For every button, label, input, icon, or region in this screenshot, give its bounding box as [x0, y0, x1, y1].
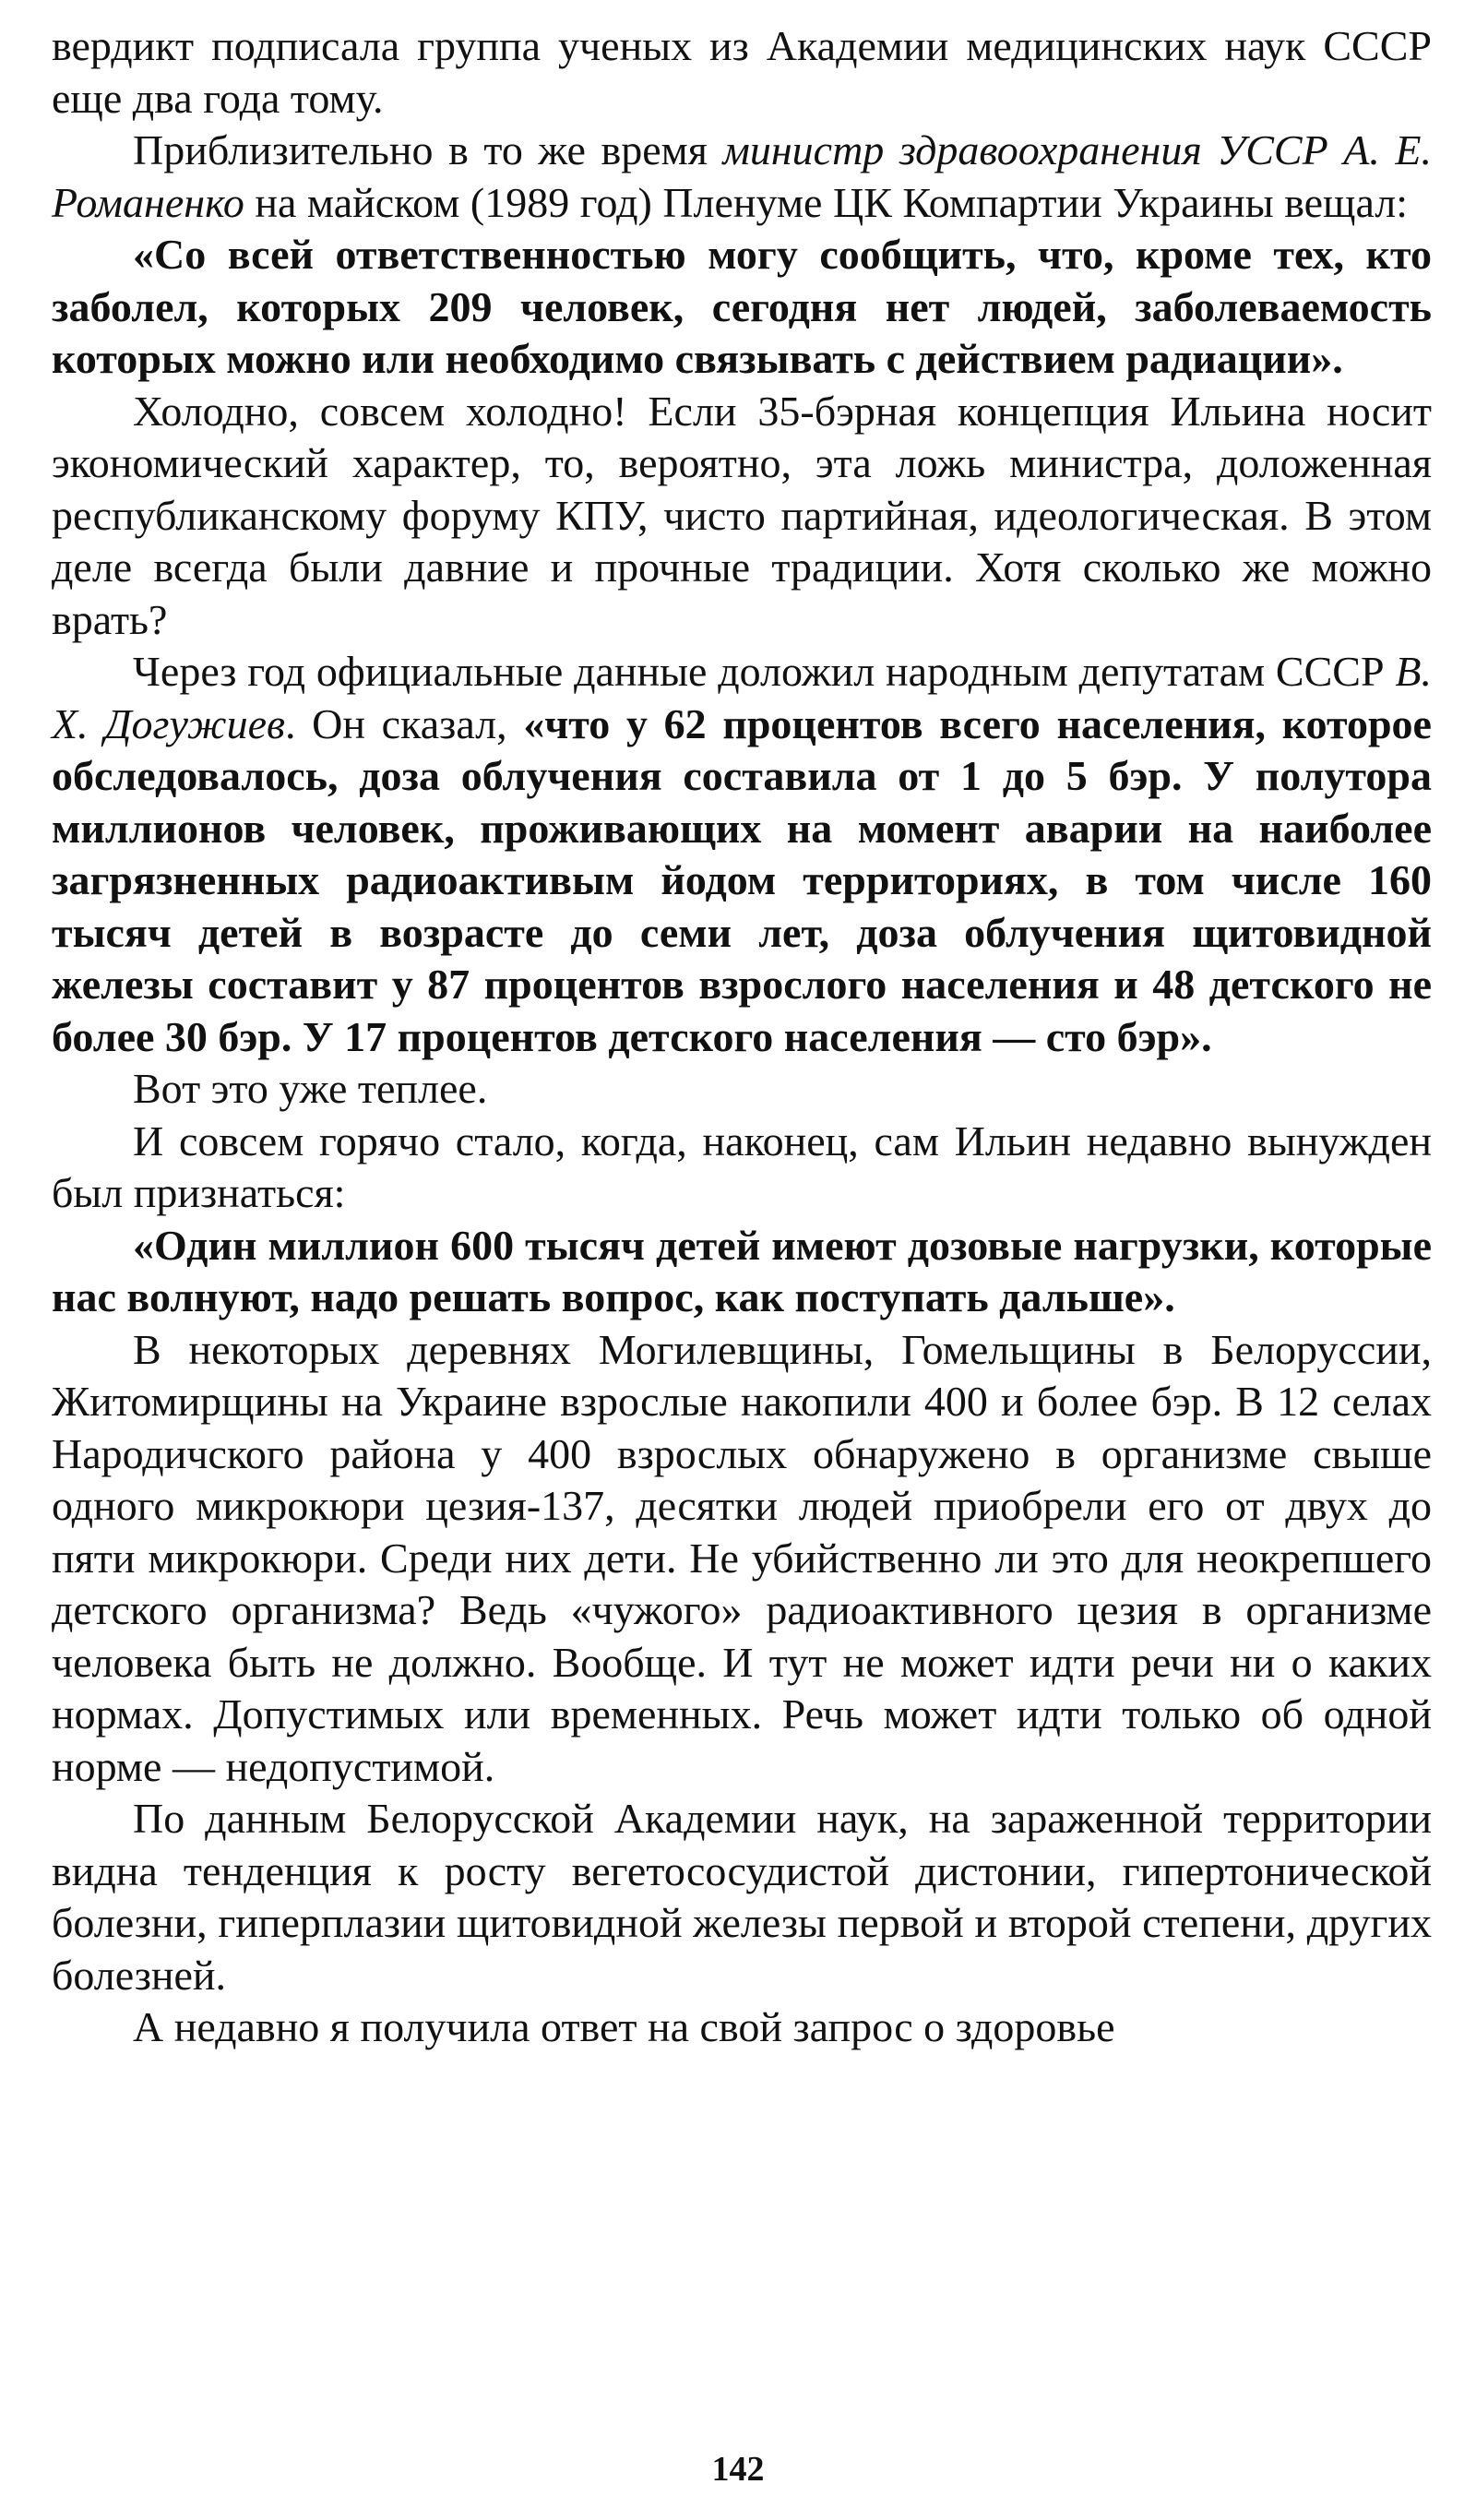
- page-body: [52, 20, 1432, 2054]
- paragraph-5-text-c: . Он сказал,: [284, 699, 524, 747]
- paragraph-1: вердикт подписала группа ученых из Академии медицинских наук СССР еще два года тому.: [52, 22, 1432, 122]
- quote-doguzhiev: «что у 62 процентов всего населения, которое обследовалось, доза облучения составила от 1 до 5 бэр. У полутора миллионов человек, проживающих на момент аварии на наиболее загрязненных радиоактивым йодом территориях, в том числе 160 тысяч детей в возрасте до семи лет, доза облучения щитовидной железы составит у 87 процентов взрослого населения и 48 детского не более 30 бэр. У 17 процентов детского населения — сто бэр».: [52, 699, 1432, 1060]
- quote-ilyin: «Один миллион 600 тысяч детей имеют дозовые нагрузки, которые нас волнуют, надо решать вопрос, как поступать дальше».: [52, 1221, 1432, 1320]
- quote-romanenko: «Со всей ответственностью могу сообщить, что, кроме тех, кто заболел, которых 209 человек, сегодня нет людей, заболеваемость которых можно или необходимо связывать с действием радиации».: [52, 231, 1432, 382]
- paragraph-4: Холодно, совсем холодно! Если 35-бэрная концепция Ильина носит экономический характер, то, вероятно, эта ложь министра, доложенная республиканскому форуму КПУ, чисто партийная, идеологическая. В этом деле всегда были давние и прочные традиции. Хотя сколько же можно врать?: [52, 387, 1432, 643]
- paragraph-5-italic-name: В. Х. Догужиев: [52, 648, 1432, 747]
- paragraph-2-italic-name: министр здравоохранения УССР А. Е. Романенко: [52, 126, 1432, 226]
- paragraph-10: По данным Белорусской Академии наук, на зараженной территории видна тенденция к росту вегетососудистой дистонии, гипертонической болезни, гиперплазии щитовидной железы первой и второй степени, других болезней.: [52, 1795, 1432, 1999]
- paragraph-5-text-a: Через год официальные данные доложил народным депутатам СССР: [133, 648, 1396, 695]
- paragraph-7: И совсем горячо стало, когда, наконец, сам Ильин недавно вынужден был признаться:: [52, 1117, 1432, 1216]
- paragraph-2-text-a: Приблизительно в то же время: [133, 126, 723, 173]
- paragraph-11: А недавно я получила ответ на свой запрос о здоровье: [133, 2003, 1115, 2050]
- page-number: 142: [711, 2450, 765, 2489]
- paragraph-5: [52, 646, 1432, 1063]
- paragraph-2: [52, 125, 1432, 229]
- paragraph-9: В некоторых деревнях Могилевщины, Гомельщины в Белоруссии, Житомирщины на Украине взрослые накопили 400 и более бэр. В 12 селах Народичского района у 400 взрослых обнаружено в организме свыше одного микрокюри цезия-137, десятки людей приобрели его от двух до пяти микрокюри. Среди них дети. Не убийственно ли это для неокрепшего детского организма? Ведь «чужого» радиоактивного цезия в организме человека быть не должно. Вообще. И тут не может идти речи ни о каких нормах. Допустимых или временных. Речь может идти только об одной норме — недопустимой.: [52, 1325, 1432, 1790]
- paragraph-2-text-c: на майском (1989 год) Пленуме ЦК Компартии Украины вещал:: [244, 178, 1409, 226]
- paragraph-6: Вот это уже теплее.: [133, 1065, 488, 1112]
